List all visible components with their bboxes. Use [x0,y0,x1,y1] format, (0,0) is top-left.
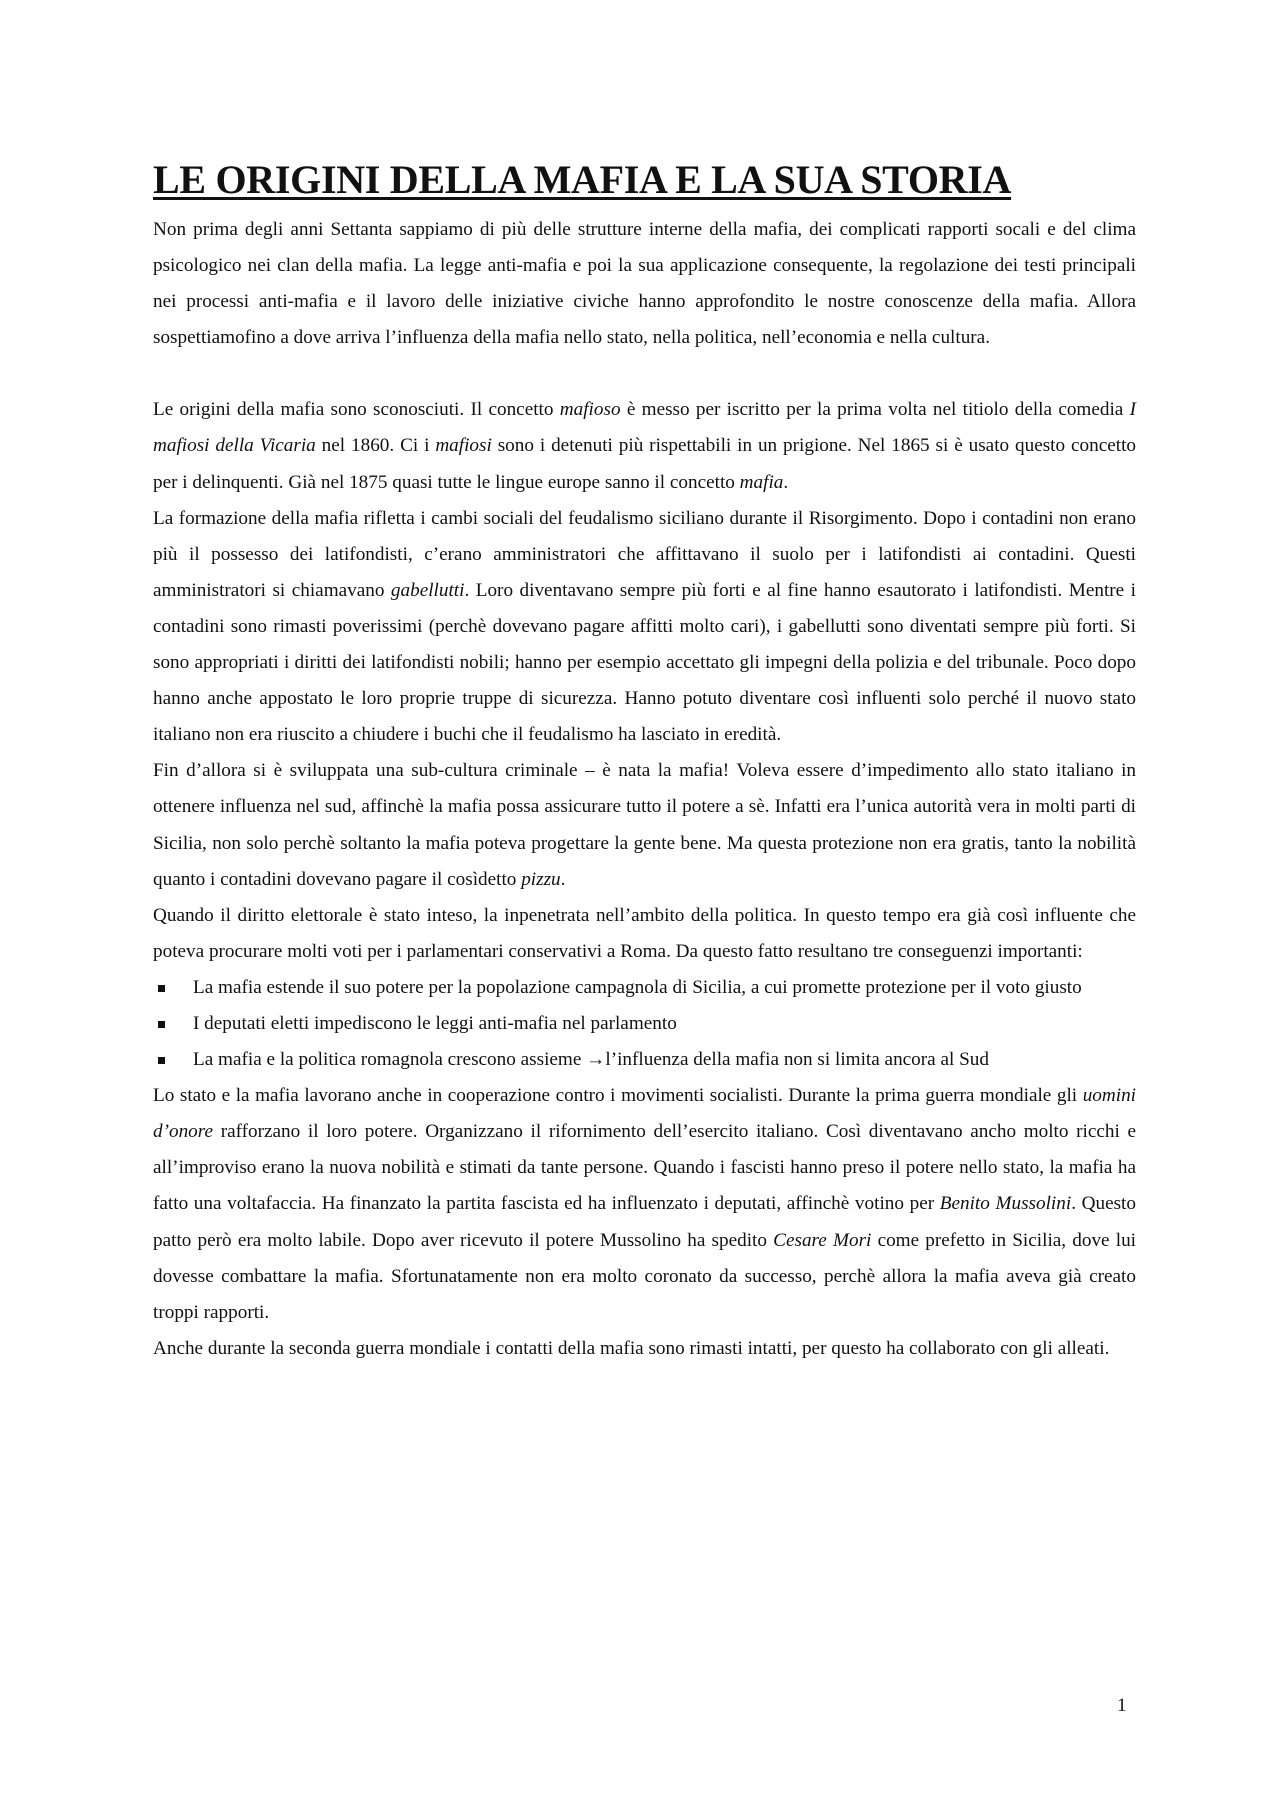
fascism-paragraph: Lo stato e la mafia lavorano anche in cooperazione contro i movimenti socialisti. Durante la prima guerra mondiale gli uomini d’onore rafforzano il loro potere. Organizzano il rifornimento dell’esercito italiano. Così diventavano ancho molto ricchi e all’improviso erano la nuova nobilità e stimati da tante persone. Quando i fascisti hanno preso il potere nello stato, la mafia ha fatto una voltafaccia. Ha finanzato la partita fascista ed ha influenzato i deputati, affinchè votino per Benito Mussolini. Questo patto però era molto labile. Dopo aver ricevuto il potere Mussolino ha spedito Cesare Mori come prefetto in Sicilia, dove lui dovesse combattare la mafia. Sfortunatamente non era molto coronato da successo, perchè allora la mafia aveva già creato troppi rapporti. [153,1085,1137,1323]
formation-paragraph: La formazione della mafia rifletta i cambi sociali del feudalismo siciliano durante il Risorgimento. Dopo i contadini non erano più il possesso dei latifondisti, c’erano amministratori che affittavano il suolo per i latifondisti ai contadini. Questi amministratori si chiamavano gabellutti. Loro diventavano sempre più forti e al fine hanno esautorato i latifondisti. Mentre i contadini sono rimasti poverissimi (perchè dovevano pagare affitti molto cari), i gabellutti sono diventati sempre più forti. Si sono appropriati i diritti dei latifondisti nobili; hanno per esempio accettato gli impegni della polizia e del tribunale. Poco dopo hanno anche appostato le loro proprie truppe di sicurezza. Hanno potuto diventare così influenti solo perché il nuovo stato italiano non era riuscito a chiudere i buchi che il feudalismo ha lasciato in eredità. [153,507,1136,746]
subculture-paragraph: Fin d’allora si è sviluppata una sub-cultura criminale – è nata la mafia! Voleva essere d’impedimento allo stato italiano in ottenere influenza nel sud, affinchè la mafia possa assicurare tutto il potere a sè. Infatti era l’unica autorità vera in molti parti di Sicilia, non solo perchè soltanto la mafia poteva progettare la gente bene. Ma questa protezione non era gratis, tanto la nobilità quanto i contadini dovevano pagare il cosìdetto pizzu. [153,760,1136,890]
document-page [153,156,1136,1367]
list-item: La mafia estende il suo potere per la popolazione campagnola di Sicilia, a cui promette protezione per il voto giusto [153,970,1136,1006]
paragraph-gap [153,356,1136,392]
page-number: 1 [1117,1695,1127,1716]
intro-paragraph: Non prima degli anni Settanta sappiamo di più delle strutture interne della mafia, dei complicati rapporti socali e del clima psicologico nei clan della mafia. La legge anti-mafia e poi la sua applicazione consequente, la regolazione dei testi principali nei processi anti-mafia e il lavoro delle iniziative civiche hanno approfondito le nostre conoscenze della mafia. Allora sospettiamofino a dove arriva l’influenza della mafia nello stato, nella politica, nell’economia e nella cultura. [153,219,1136,349]
ww2-paragraph: Anche durante la seconda guerra mondiale i contatti della mafia sono rimasti intatti, per questo ha collaborato con gli alleati. [153,1337,1110,1359]
list-item: La mafia e la politica romagnola crescono assieme →l’influenza della mafia non si limita ancora al Sud [153,1042,1136,1078]
origins-paragraph: Le origini della mafia sono sconosciuti. Il concetto mafioso è messo per iscritto per la prima volta nel titiolo della comedia I mafiosi della Vicaria nel 1860. Ci i mafiosi sono i detenuti più rispettabili in un prigione. Nel 1865 si è usato questo concetto per i delinquenti. Già nel 1875 quasi tutte le lingue europe sanno il concetto mafia. [153,399,1136,493]
square-bullet-icon [158,985,165,992]
list-item: I deputati eletti impediscono le leggi anti-mafia nel parlamento [153,1006,1136,1042]
document-title: LE ORIGINI DELLA MAFIA E LA SUA STORIA [153,157,1012,202]
consequences-list [153,970,1136,1078]
square-bullet-icon [158,1021,165,1028]
square-bullet-icon [158,1057,165,1064]
politics-paragraph: Quando il diritto elettorale è stato inteso, la inpenetrata nell’ambito della politica. In questo tempo era già così influente che poteva procurare molti voti per i parlamentari conservativi a Roma. Da questo fatto resultano tre conseguenzi importanti: [153,904,1136,962]
